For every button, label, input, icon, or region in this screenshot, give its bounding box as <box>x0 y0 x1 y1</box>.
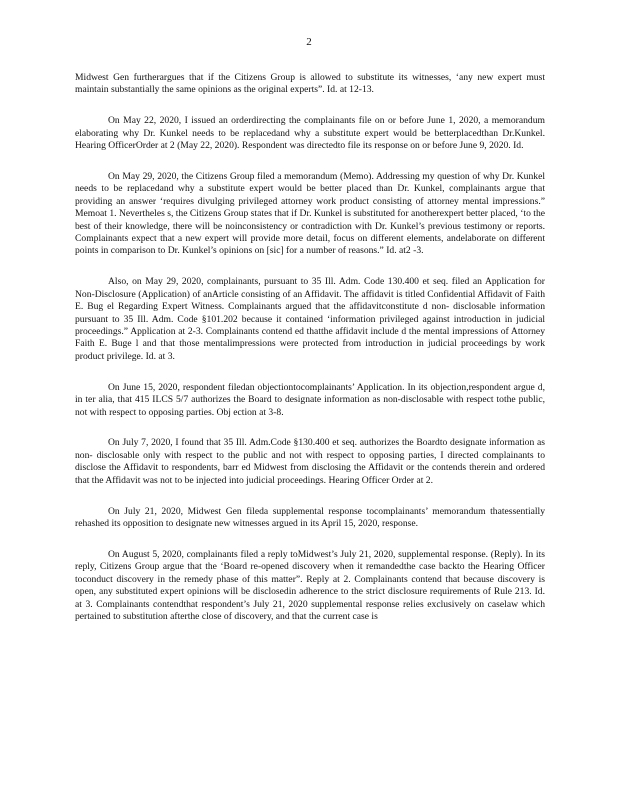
paragraph-midwest-argues: Midwest Gen furtherargues that if the Citizens Group is allowed to substitute its witnesses, ‘any new expert must maintain substantially the same opinions as the original experts”. Id. at 12-13. <box>75 72 545 96</box>
paragraph-july-21-response: On July 21, 2020, Midwest Gen fileda supplemental response tocomplainants’ memorandum thatessentially rehashed its opposition to designate new witnesses argued in its April 15, 2020, response. <box>75 505 545 529</box>
page-number: 2 <box>306 36 312 48</box>
paragraph-application-nondisclosure: Also, on May 29, 2020, complainants, pursuant to 35 Ill. Adm. Code 130.400 et seq. filed an Application for Non-Disclosure (Application) of anArticle consisting of an Affidavit. The affidavit is titled Confidential Affidavit of Faith E. Bug el Regarding Expert Witness. Complainants argued that the affidavitconstitute d non- disclosable information pursuant to 35 Ill. Adm. Code §101.202 because it contained ‘information privileged against introduction in judicial proceedings.” Application at 2-3. Complainants contend ed thatthe affidavit include d the mental impressions of Attorney Faith E. Buge l and that those mentalimpressions were protected from introduction in judicial proceedings by work product privilege. Id. at 3. <box>75 276 545 362</box>
paragraph-july-7-finding: On July 7, 2020, I found that 35 Ill. Adm.Code §130.400 et seq. authorizes the Boardto designate information as non- disclosable only with respect to the public and not with respect to opposing parties, I directed complainants to disclose the Affidavit to respondents, barr ed Midwest from disclosing the Affidavit or the contends therein and ordered that the Affidavit was not to be injected into judicial proceedings. Hearing Officer Order at 2. <box>75 437 545 486</box>
paragraph-june-15-objection: On June 15, 2020, respondent filedan objectiontocomplainants’ Application. In its objection,respondent argue d, in ter alia, that 415 ILCS 5/7 authorizes the Board to designate information as non-disclosable with respect tothe public, not with respect to opposing parties. Obj ection at 3-8. <box>75 381 545 418</box>
paragraph-may-22-order: On May 22, 2020, I issued an orderdirecting the complainants file on or before June 1, 2020, a memorandum elaborating why Dr. Kunkel needs to be replacedand why a substitute expert would be betterplacedthan Dr.Kunkel. Hearing OfficerOrder at 2 (May 22, 2020). Respondent was directedto file its response on or before June 9, 2020. Id. <box>75 115 545 152</box>
document-body <box>75 72 545 642</box>
paragraph-august-5-reply: On August 5, 2020, complainants filed a reply toMidwest’s July 21, 2020, supplemental response. (Reply). In its reply, Citizens Group argue that the ‘Board re-opened discovery when it remandedthe case backto the Hearing Officer toconduct discovery in the remedy phase of this matter”. Reply at 2. Complainants contend that because discovery is open, any substituted expert opinions will be disclosedin adherence to the strict disclosure requirements of Rule 213. Id. at 3. Complainants contendthat respondent’s July 21, 2020 supplemental response relies exclusively on caselaw which pertained to substitution afterthe close of discovery, and that the current case is <box>75 548 545 622</box>
paragraph-may-29-memo: On May 29, 2020, the Citizens Group filed a memorandum (Memo). Addressing my question of why Dr. Kunkel needs to be replacedand why a substitute expert would be better placed than Dr. Kunkel, complainants argue that providing an answer ‘requires divulging privileged attorney work product consisting of attorney mental impressions.” Memoat 1. Nevertheles s, the Citizens Group states that if Dr. Kunkel is substituted for anotherexpert better placed, ‘to the best of their knowledge, there will be noinconsistency or contradiction with Dr. Kunkel’s previous testimony or reports. Complainants expect that a new expert will provide more detail, focus on different elements, andelaborate on different points in comparison to Dr. Kunkel’s opinions on [sic] for a number of reasons.” Id. at2 -3. <box>75 171 545 257</box>
